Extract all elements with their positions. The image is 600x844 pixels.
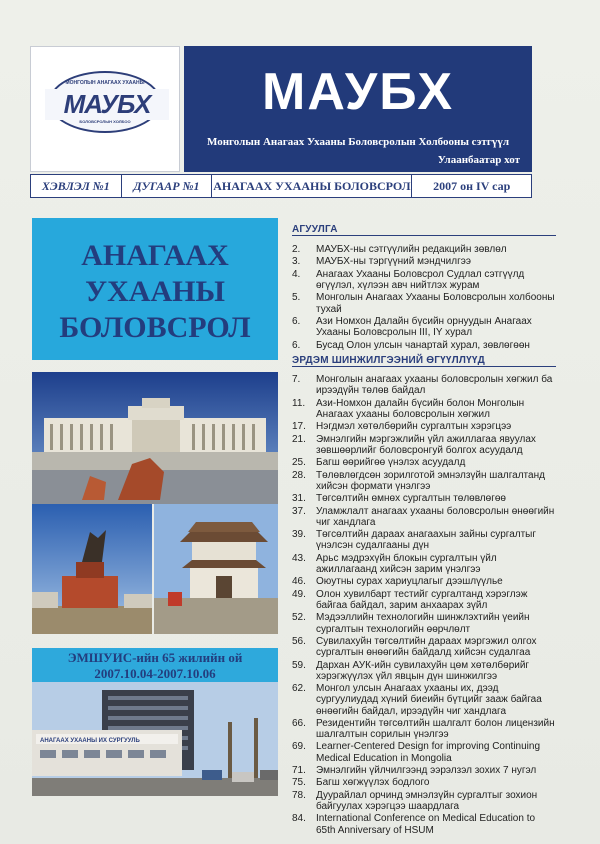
toc-rule	[292, 366, 556, 367]
toc-item	[292, 636, 562, 658]
toc-item	[292, 612, 562, 634]
toc-item	[292, 421, 562, 432]
toc-title: Монголын анагаах ухааны боловсролын хөгжил ба ирээдүйн төлөв байдал	[316, 374, 553, 397]
toc-item	[292, 434, 562, 456]
section-label: АНАГААХ УХААНЫ БОЛОВСРОЛ	[213, 178, 411, 193]
toc-page: 52.	[292, 612, 306, 624]
toc-title: Эмнэлгийн мэргэжлийн үйл ажиллагаа явуулах зөвшөөрлийг боловсронгуй болгох асуудалд	[316, 433, 536, 456]
toc-item	[292, 374, 562, 396]
toc-page: 21.	[292, 433, 306, 445]
toc-page: 4.	[292, 268, 301, 280]
logo-top-text: МОНГОЛЫН АНАГААХ УХААНЫ	[65, 80, 145, 86]
toc-title: Бусад Олон улсын чанартай хурал, зөвлөгөөн	[316, 339, 530, 351]
banner-line-2: УХААНЫ	[85, 275, 225, 308]
toc-item	[292, 340, 562, 351]
toc-page: 78.	[292, 789, 306, 801]
toc-title: Төлөвлөгдсөн зорилготой эмнэлзүйн шалгалтанд хийсэн формати үнэлгээ	[316, 469, 545, 492]
toc-page: 62.	[292, 683, 306, 695]
toc-item	[292, 553, 562, 575]
toc-page: 59.	[292, 659, 306, 671]
toc-item	[292, 244, 562, 255]
theme-banner	[32, 218, 278, 360]
toc-page: 6.	[292, 315, 301, 327]
journal-city: Улаанбаатар хот	[437, 154, 520, 166]
toc-page: 6.	[292, 339, 301, 351]
toc-item	[292, 316, 562, 338]
toc-item	[292, 457, 562, 468]
toc-title: Уламжлалт анагаах ухааны боловсролын өнөөгийн чиг хандлага	[316, 505, 555, 528]
toc-page: 11.	[292, 397, 306, 409]
event-dates: 2007.10.04-2007.10.06	[94, 666, 216, 681]
journal-title: МАУБХ	[262, 63, 454, 121]
toc-heading-research: ЭРДЭМ ШИНЖИЛГЭЭНИЙ ӨГҮҮЛЛҮҮД	[292, 355, 485, 366]
photo-collage	[32, 372, 278, 634]
collage-image	[32, 372, 278, 634]
toc-item	[292, 589, 562, 611]
toc-item	[292, 493, 562, 504]
toc-item	[292, 506, 562, 528]
toc-title: Ази-Номхон далайн бүсийн болон Монголын Анагаах ухааны боловсролын хөгжил	[316, 397, 525, 420]
toc-item	[292, 813, 562, 835]
toc-title: Ази Номхон Далайн бүсийн орнуудын Анагаах Ухааны Боловсролын III, IY хурал	[316, 315, 532, 339]
toc-item	[292, 790, 562, 812]
toc-item	[292, 256, 562, 267]
toc-page: 43.	[292, 552, 306, 564]
building-sign: АНАГААХ УХААНЫ ИХ СУРГУУЛЬ	[40, 738, 140, 744]
toc-page: 31.	[292, 493, 306, 505]
toc-title: Нэгдмэл хөтөлбөрийн сургалтын хэрэгцээ	[316, 421, 512, 433]
journal-logo	[30, 46, 180, 172]
toc-item	[292, 718, 562, 740]
toc-page: 75.	[292, 777, 306, 789]
banner-line-1: АНАГААХ	[81, 239, 229, 272]
toc-item	[292, 470, 562, 492]
logo-bottom-text: БОЛОВСРОЛЫН ХОЛБОО	[79, 119, 131, 124]
toc-page: 2.	[292, 244, 301, 255]
logo-wordmark: МАУБХ	[45, 89, 169, 120]
toc-title: Монголын Анагаах Ухааны Боловсролын холбооны тухай	[316, 292, 555, 315]
toc-item	[292, 683, 562, 717]
university-photo	[32, 682, 278, 796]
toc-title: Learner-Centered Design for improving Continuing Medical Education in Mongolia	[316, 741, 541, 764]
toc-title: Арьс мэдрэхүйн блокын сургалтын үйл ажиллагаанд хийсэн зарим үнэлгээ	[316, 552, 497, 575]
toc-title: Төгсөлтийн өмнөх сургалтын төлөвлөгөө	[316, 493, 506, 505]
toc-page: 37.	[292, 505, 306, 517]
journal-subtitle: Монголын Анагаах Ухааны Боловсролын Холбооны сэтгүүл	[206, 136, 510, 148]
toc-title: International Conference on Medical Education to 65th Anniversary of HSUM	[316, 813, 536, 836]
toc-title: Төгсөлтийн дараах анагаахын зайны сургалтыг үнэлсэн судалгааны дүн	[316, 529, 536, 552]
toc-page: 71.	[292, 765, 306, 777]
toc-page: 46.	[292, 576, 306, 588]
toc-page: 17.	[292, 421, 306, 433]
toc-title: Багш өөрийгөө үнэлэх асуудалд	[316, 457, 466, 469]
toc-page: 5.	[292, 292, 301, 304]
toc-page: 7.	[292, 374, 301, 385]
toc-title: Дуурайлал орчинд эмнэлзүйн сургалтыг зохион байгуулах хэрэгцээ шаардлага	[316, 789, 538, 813]
toc-item	[292, 398, 562, 420]
volume-label: ХЭВЛЭЛ №1	[41, 178, 110, 193]
toc-title: Олон хувилбарт тестийг сургалтанд хэрэглэж байгаа байдал, зарим анхаарах зүйл	[316, 588, 528, 611]
toc-rule	[292, 235, 556, 236]
toc-page: 28.	[292, 469, 306, 481]
toc-item	[292, 741, 562, 763]
toc-title: Дархан АУК-ийн сувилахуйн цөм хөтөлбөрийг хэрэгжүүлэх үйл явцын дүн шинжилгээ	[316, 659, 530, 682]
anniversary-panel	[32, 648, 278, 796]
toc-item	[292, 292, 562, 314]
toc-page: 25.	[292, 457, 306, 469]
logo-emblem	[49, 71, 161, 133]
toc-title: Багш хөгжүүлэх бодлого	[316, 777, 430, 789]
toc-heading-contents: АГУУЛГА	[292, 224, 338, 235]
toc-title: Сувилахуйн төгсөлтийн дараах мэргэжил олгох сургалтын өнөөгийн байдалд хийсэн судалгаа	[316, 635, 537, 659]
toc-list-contents	[292, 244, 562, 352]
toc-item	[292, 765, 562, 776]
toc-title: МАУБХ-ны тэргүүний мэндчилгээ	[316, 256, 471, 268]
toc-page: 69.	[292, 741, 306, 753]
toc-title: Монгол улсын Анагаах ухааны их, дээд сургуулиудад хүний биеийн бүтцийг зааж байгаа өнөөгийн байдал, ирээдүйн чиг хандлага	[316, 683, 542, 717]
issue-date: 2007 он IV сар	[411, 175, 531, 197]
banner-line-3: БОЛОВСРОЛ	[59, 311, 251, 344]
event-title: ЭМШУИС-ийн 65 жилийн ой	[67, 650, 243, 665]
masthead	[184, 46, 532, 172]
toc-item	[292, 660, 562, 682]
toc-title: Эмнэлгийн үйлчилгээнд ээрэлзэл зохих 7 нугэл	[316, 765, 537, 777]
toc-list-research	[292, 374, 562, 837]
toc-title: МАУБХ-ны сэтгүүлийн редакцийн зөвлөл	[316, 244, 507, 255]
toc-item	[292, 576, 562, 587]
toc-item	[292, 777, 562, 788]
toc-title: Анагаах Ухааны Боловсрол Судлал сэтгүүлд өгүүлэл, хүлээн авч нийтлэх журам	[316, 268, 525, 291]
toc-page: 66.	[292, 717, 306, 729]
toc-item	[292, 269, 562, 291]
toc-page: 3.	[292, 256, 301, 268]
toc-page: 39.	[292, 529, 306, 541]
toc-page: 84.	[292, 813, 306, 825]
toc-item	[292, 529, 562, 551]
toc-title: Резидентийн төгсөлтийн шалгалт болон лицензийн шалгалтын сорилын үнэлгээ	[316, 717, 555, 741]
toc-page: 56.	[292, 635, 306, 647]
issue-info-bar	[30, 174, 532, 198]
toc-title: Мэдээллийн технологийн шинжлэхтийн үеийн сургалтын технологийн өөрчлөлт	[316, 612, 530, 635]
toc-page: 49.	[292, 588, 306, 600]
toc-title: Оюутны сурах хариуцлагыг дээшлүүлье	[316, 576, 503, 588]
issue-label: ДУГААР №1	[121, 175, 213, 197]
